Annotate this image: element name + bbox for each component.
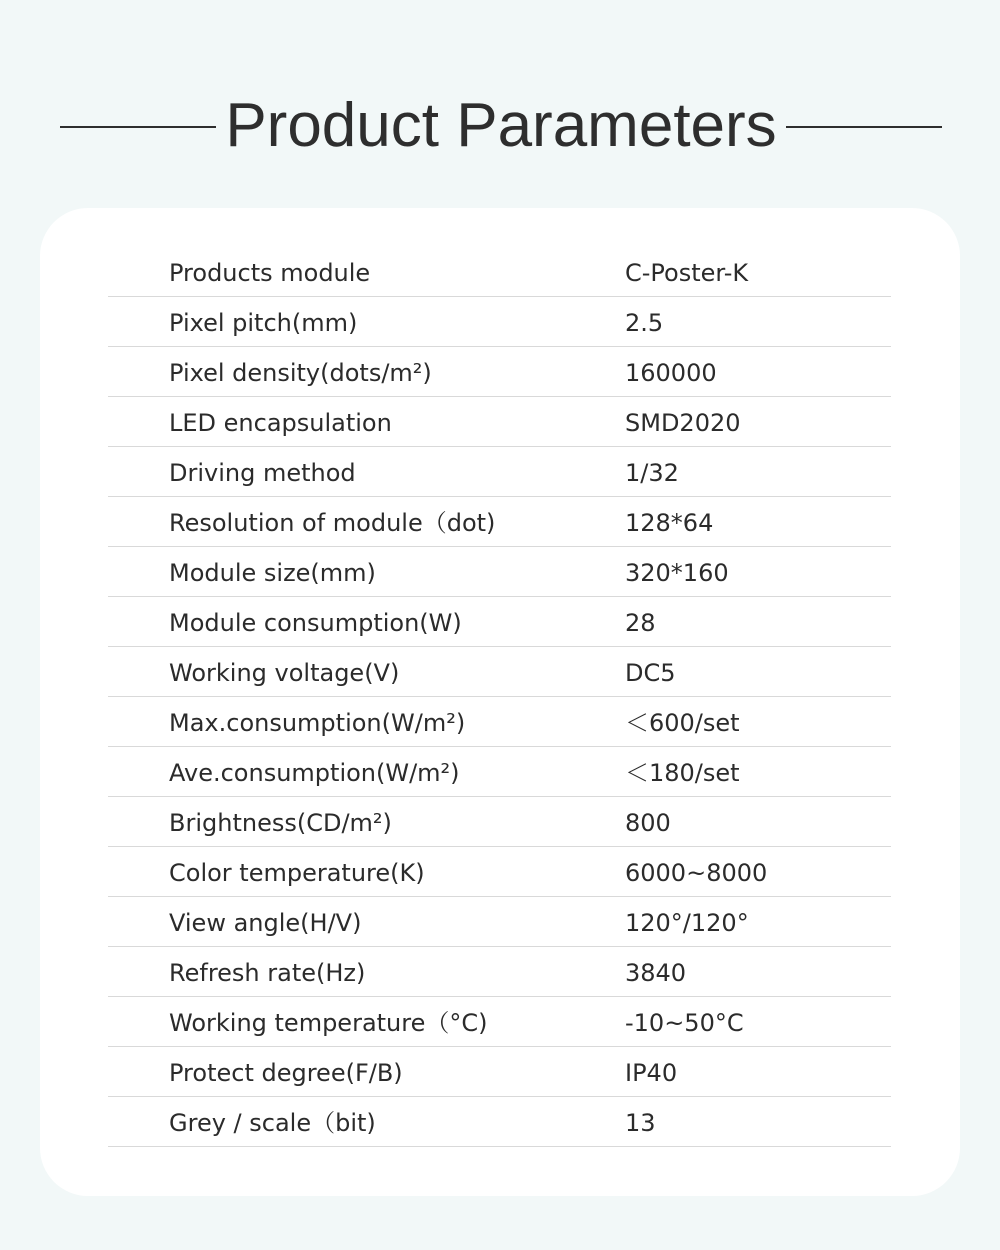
param-label: Max.consumption(W/m²) [169, 709, 466, 737]
table-row [108, 697, 891, 747]
param-value: 800 [625, 809, 671, 837]
param-label: LED encapsulation [169, 409, 392, 437]
table-row [108, 797, 891, 847]
table-row [108, 497, 891, 547]
param-value: C-Poster-K [625, 259, 749, 287]
param-label: Pixel density(dots/m²) [169, 359, 432, 387]
table-row [108, 397, 891, 447]
param-label: Refresh rate(Hz) [169, 959, 366, 987]
param-value: 3840 [625, 959, 687, 987]
param-value: SMD2020 [625, 409, 741, 437]
parameters-card [40, 208, 960, 1196]
table-row [108, 997, 891, 1047]
param-value: DC5 [625, 659, 676, 687]
table-row [108, 597, 891, 647]
title-divider-right [786, 126, 942, 128]
param-value: 28 [625, 609, 656, 637]
param-label: Ave.consumption(W/m²) [169, 759, 460, 787]
param-label: Working temperature（°C) [169, 1009, 488, 1037]
table-row [108, 547, 891, 597]
param-value: 160000 [625, 359, 717, 387]
table-row [108, 447, 891, 497]
param-value: 128*64 [625, 509, 714, 537]
param-label: Module size(mm) [169, 559, 376, 587]
param-label: Working voltage(V) [169, 659, 400, 687]
table-row [108, 747, 891, 797]
param-label: Brightness(CD/m²) [169, 809, 392, 837]
param-value: 1/32 [625, 459, 679, 487]
table-row [108, 247, 891, 297]
table-row [108, 847, 891, 897]
table-row [108, 647, 891, 697]
param-label: Color temperature(K) [169, 859, 425, 887]
param-value: 320*160 [625, 559, 729, 587]
param-value: 2.5 [625, 309, 664, 337]
param-label: Resolution of module（dot) [169, 509, 496, 537]
page-title: Product Parameters [225, 91, 777, 160]
param-value: ＜600/set [625, 709, 740, 737]
param-label: Pixel pitch(mm) [169, 309, 358, 337]
table-row [108, 297, 891, 347]
param-label: Driving method [169, 459, 356, 487]
param-value: ＜180/set [625, 759, 740, 787]
table-row [108, 1047, 891, 1097]
parameters-table [108, 247, 891, 1147]
table-row [108, 897, 891, 947]
param-value: 120°/120° [625, 909, 749, 937]
param-value: 13 [625, 1109, 656, 1137]
table-row [108, 1097, 891, 1147]
table-row [108, 947, 891, 997]
table-row [108, 347, 891, 397]
param-label: View angle(H/V) [169, 909, 362, 937]
param-label: Protect degree(F/B) [169, 1059, 403, 1087]
param-label: Products module [169, 259, 371, 287]
param-value: -10~50°C [625, 1009, 744, 1037]
param-label: Grey / scale（bit) [169, 1109, 376, 1137]
param-value: IP40 [625, 1059, 678, 1087]
page-header [0, 84, 1000, 168]
param-label: Module consumption(W) [169, 609, 462, 637]
param-value: 6000~8000 [625, 859, 768, 887]
title-divider-left [60, 126, 216, 128]
